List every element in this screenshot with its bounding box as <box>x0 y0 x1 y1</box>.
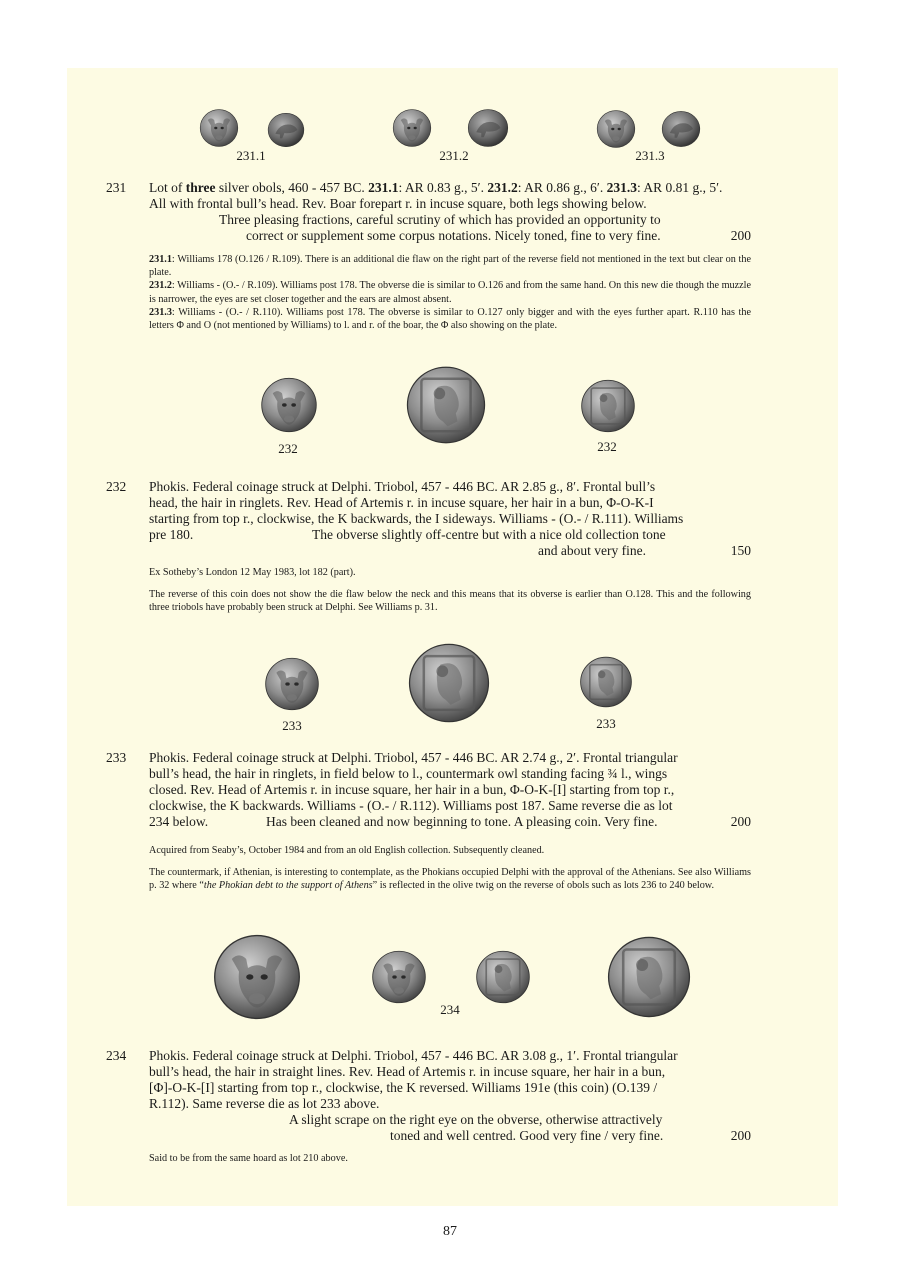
lot-231-1-reverse-coin-icon <box>265 111 307 149</box>
lot-234-obverse-coin-icon <box>371 948 427 1006</box>
estimate-price: 200 <box>730 228 751 243</box>
lot-number: 233 <box>106 750 127 765</box>
lot-232-note: The reverse of this coin does not show the die flaw below the neck and this means that its obverse is earlier than O.128. This and the following three triobols have probably been struck at Delphi. See Williams p. 31. <box>149 589 751 614</box>
estimate-price: 200 <box>730 814 751 829</box>
lot-comment: toned and well centred. Good very fine / very fine. <box>390 1128 664 1143</box>
lot-233-reverse-enlarged-coin-icon <box>403 641 495 725</box>
lot-comment: Has been cleaned and now beginning to tone. A pleasing coin. Very fine. <box>266 814 658 829</box>
plate-label-231-3: 231.3 <box>635 148 665 163</box>
lot-231-3-reverse-coin-icon <box>660 109 702 149</box>
lot-231-description: Lot of three silver obols, 460 - 457 BC. 231.1: AR 0.83 g., 5′. 231.2: AR 0.86 g., 6′. 231.3: AR 0.81 g., 5′. All with frontal bull’s head. Rev. Boar forepart r. in incuse square, both legs showing below. Three pleasing fractions, careful scrutiny of which has provided an opportunity to correct or supplement some corpus notations. Nicely toned, fine to very fine. 200 <box>149 180 751 243</box>
plate-label-233: 233 <box>596 716 616 731</box>
plate-label-232: 232 <box>597 439 617 454</box>
lot-comment: Three pleasing fractions, careful scrutiny of which has provided an opportunity to <box>219 212 661 227</box>
lot-234-reverse-enlarged-coin-icon <box>606 932 692 1022</box>
provenance-note: Said to be from the same hoard as lot 210 above. <box>149 1153 348 1164</box>
provenance-note: Acquired from Seaby’s, October 1984 and from an old English collection. Subsequently cleaned. <box>149 845 545 856</box>
lot-232-reverse-enlarged-coin-icon <box>398 364 494 446</box>
lot-comment: A slight scrape on the right eye on the obverse, otherwise attractively <box>289 1112 663 1127</box>
page-number: 87 <box>443 1224 457 1239</box>
lot-233-reverse-coin-icon <box>577 655 635 709</box>
plate-label-232: 232 <box>278 441 298 456</box>
plate-label-233: 233 <box>282 718 302 733</box>
lot-233-obverse-coin-icon <box>264 656 320 712</box>
lot-comment: correct or supplement some corpus notations. Nicely toned, fine to very fine. <box>246 228 661 243</box>
lot-231-2-reverse-coin-icon <box>463 107 513 149</box>
lot-number: 232 <box>106 479 127 494</box>
plate-label-231-2: 231.2 <box>439 148 469 163</box>
lot-232-description: Phokis. Federal coinage struck at Delphi. Triobol, 457 - 446 BC. AR 2.85 g., 8′. Frontal bull’s head, the hair in ringlets. Rev. Head of Artemis r. in incuse square, her hair in a bun, Φ-O-K-I starting from top r., clockwise, the K backwards, the I sideways. Williams - (O.- / R.111). Williams pre 180. The obverse slightly off-centre but with a nice old collection tone and about very fine. 150 <box>149 479 751 558</box>
lot-number: 231 <box>106 180 127 195</box>
lot-233-note: The countermark, if Athenian, is interesting to contemplate, as the Phokians occupied Delphi with the approval of the Athenians. See also Williams p. 32 where “the Phokian debt to the support of Athens” is reflected in the olive twig on the reverse of obols such as lots 236 to 240 below. <box>149 867 751 892</box>
provenance-note: Ex Sotheby’s London 12 May 1983, lot 182 (part). <box>149 567 356 578</box>
lot-232-reverse-coin-icon <box>577 378 639 434</box>
lot-234-description: Phokis. Federal coinage struck at Delphi. Triobol, 457 - 446 BC. AR 3.08 g., 1′. Frontal triangular bull’s head, the hair in straight lines. Rev. Head of Artemis r. in incuse square, her hair in a bun, [Φ]-O-K-[I] starting from top r., clockwise, the K reversed. Williams 191e (this coin) (O.139 / R.112). Same reverse die as lot 233 above. A slight scrape on the right eye on the obverse, otherwise attractively toned and well centred. Good very fine / very fine. 200 <box>149 1048 751 1143</box>
lot-234-reverse-coin-icon <box>475 948 531 1006</box>
lot-231-notes: 231.1: Williams 178 (O.126 / R.109). There is an additional die flaw on the right part of the reverse field not mentioned in the text but clear on the plate. 231.2: Williams - (O.- / R.109). Williams post 178. The obverse die is similar to O.126 and from the same hand. On this new die though the muzzle is narrower, the eyes are set closer together and the ears are almost absent. 231.3: Williams - (O.- / R.110). Williams post 178. The obverse is similar to O.127 only bigger and with the eyes further apart. R.110 has the letters Φ and O (not mentioned by Williams) to l. and r. of the boar, the Φ also showing on the plate. <box>149 254 751 332</box>
lot-231-3-obverse-coin-icon <box>596 109 636 149</box>
lot-231-1-obverse-coin-icon <box>199 107 239 149</box>
lot-comment: and about very fine. <box>538 543 646 558</box>
lot-number: 234 <box>106 1048 127 1063</box>
estimate-price: 200 <box>730 1128 751 1143</box>
lot-comment: The obverse slightly off-centre but with a nice old collection tone <box>312 527 666 542</box>
plate-label-234: 234 <box>440 1002 460 1017</box>
estimate-price: 150 <box>730 543 751 558</box>
lot-233-description: Phokis. Federal coinage struck at Delphi. Triobol, 457 - 446 BC. AR 2.74 g., 2′. Frontal triangular bull’s head, the hair in ringlets, in field below to l., countermark owl standing facing ¾ l., wings closed. Rev. Head of Artemis r. in incuse square, her hair in a bun, Φ-O-K-[I] starting from top r., clockwise, the K backwards. Williams - (O.- / R.112). Williams post 187. Same reverse die as lot 234 below. Has been cleaned and now beginning to tone. A pleasing coin. Very fine. 200 <box>149 750 751 829</box>
lot-231-2-obverse-coin-icon <box>392 107 432 149</box>
plate-label-231-1: 231.1 <box>236 148 266 163</box>
lot-232-obverse-coin-icon <box>260 375 318 435</box>
lot-234-obverse-enlarged-coin-icon <box>212 932 302 1022</box>
